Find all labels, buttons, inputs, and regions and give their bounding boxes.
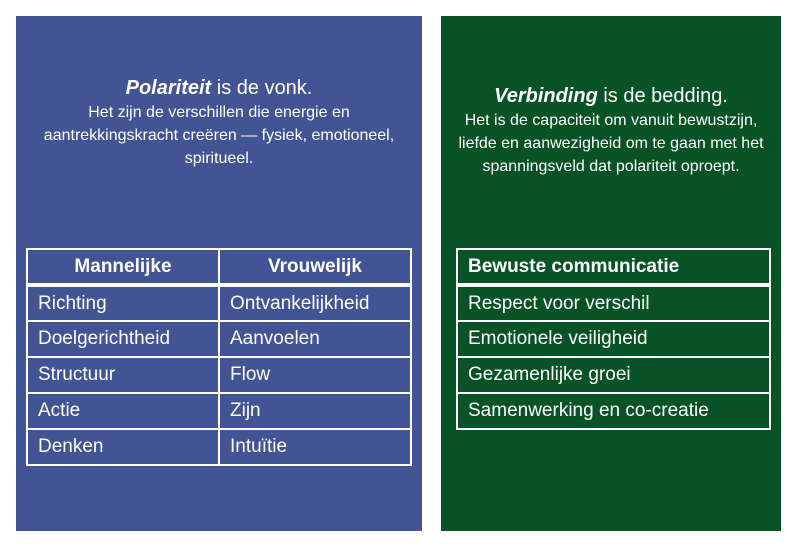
connection-description: Het is de capaciteit om vanuit bewustzijn, liefde en aanwezigheid om te gaan met het spanningsveld dat polariteit oproept. <box>458 112 764 175</box>
table-cell: Gezamenlijke groei <box>457 357 770 393</box>
table-cell: Emotionele veiligheid <box>457 321 770 357</box>
connection-intro <box>441 84 781 178</box>
table-cell: Richting <box>27 285 219 321</box>
table-row <box>457 357 770 393</box>
connection-panel <box>441 16 781 531</box>
table-header-row <box>457 249 770 285</box>
communication-table <box>456 248 771 430</box>
table-header-row <box>27 249 411 285</box>
table-row <box>457 393 770 429</box>
table-row <box>27 393 411 429</box>
table-row <box>27 285 411 321</box>
table-row <box>457 321 770 357</box>
table-cell: Flow <box>219 357 411 393</box>
table-cell: Respect voor verschil <box>457 285 770 321</box>
table-cell: Samenwerking en co-creatie <box>457 393 770 429</box>
polarity-table <box>26 248 412 466</box>
column-header-feminine: Vrouwelijk <box>219 249 411 285</box>
table-row <box>27 321 411 357</box>
polarity-heading-rest: is de vonk. <box>211 77 313 99</box>
polarity-description: Het zijn de verschillen die energie en aantrekkingskracht creëren — fysiek, emotioneel, spiritueel. <box>43 104 395 167</box>
table-cell: Aanvoelen <box>219 321 411 357</box>
column-header-masculine: Mannelijke <box>27 249 219 285</box>
table-cell: Structuur <box>27 357 219 393</box>
table-cell: Doelgerichtheid <box>27 321 219 357</box>
table-row <box>27 429 411 465</box>
table-cell: Intuïtie <box>219 429 411 465</box>
table-cell: Denken <box>27 429 219 465</box>
table-cell: Actie <box>27 393 219 429</box>
connection-heading-rest: is de bedding. <box>597 85 728 107</box>
connection-heading-emphasis: Verbinding <box>494 85 598 107</box>
polarity-panel <box>16 16 422 531</box>
table-row <box>27 357 411 393</box>
polarity-heading-emphasis: Polariteit <box>125 77 212 99</box>
table-cell: Zijn <box>219 393 411 429</box>
table-cell: Ontvankelijkheid <box>219 285 411 321</box>
connection-heading <box>455 84 767 108</box>
table-row <box>457 285 770 321</box>
column-header-communication: Bewuste communicatie <box>457 249 770 285</box>
polarity-intro <box>16 76 422 170</box>
polarity-heading <box>36 76 402 100</box>
